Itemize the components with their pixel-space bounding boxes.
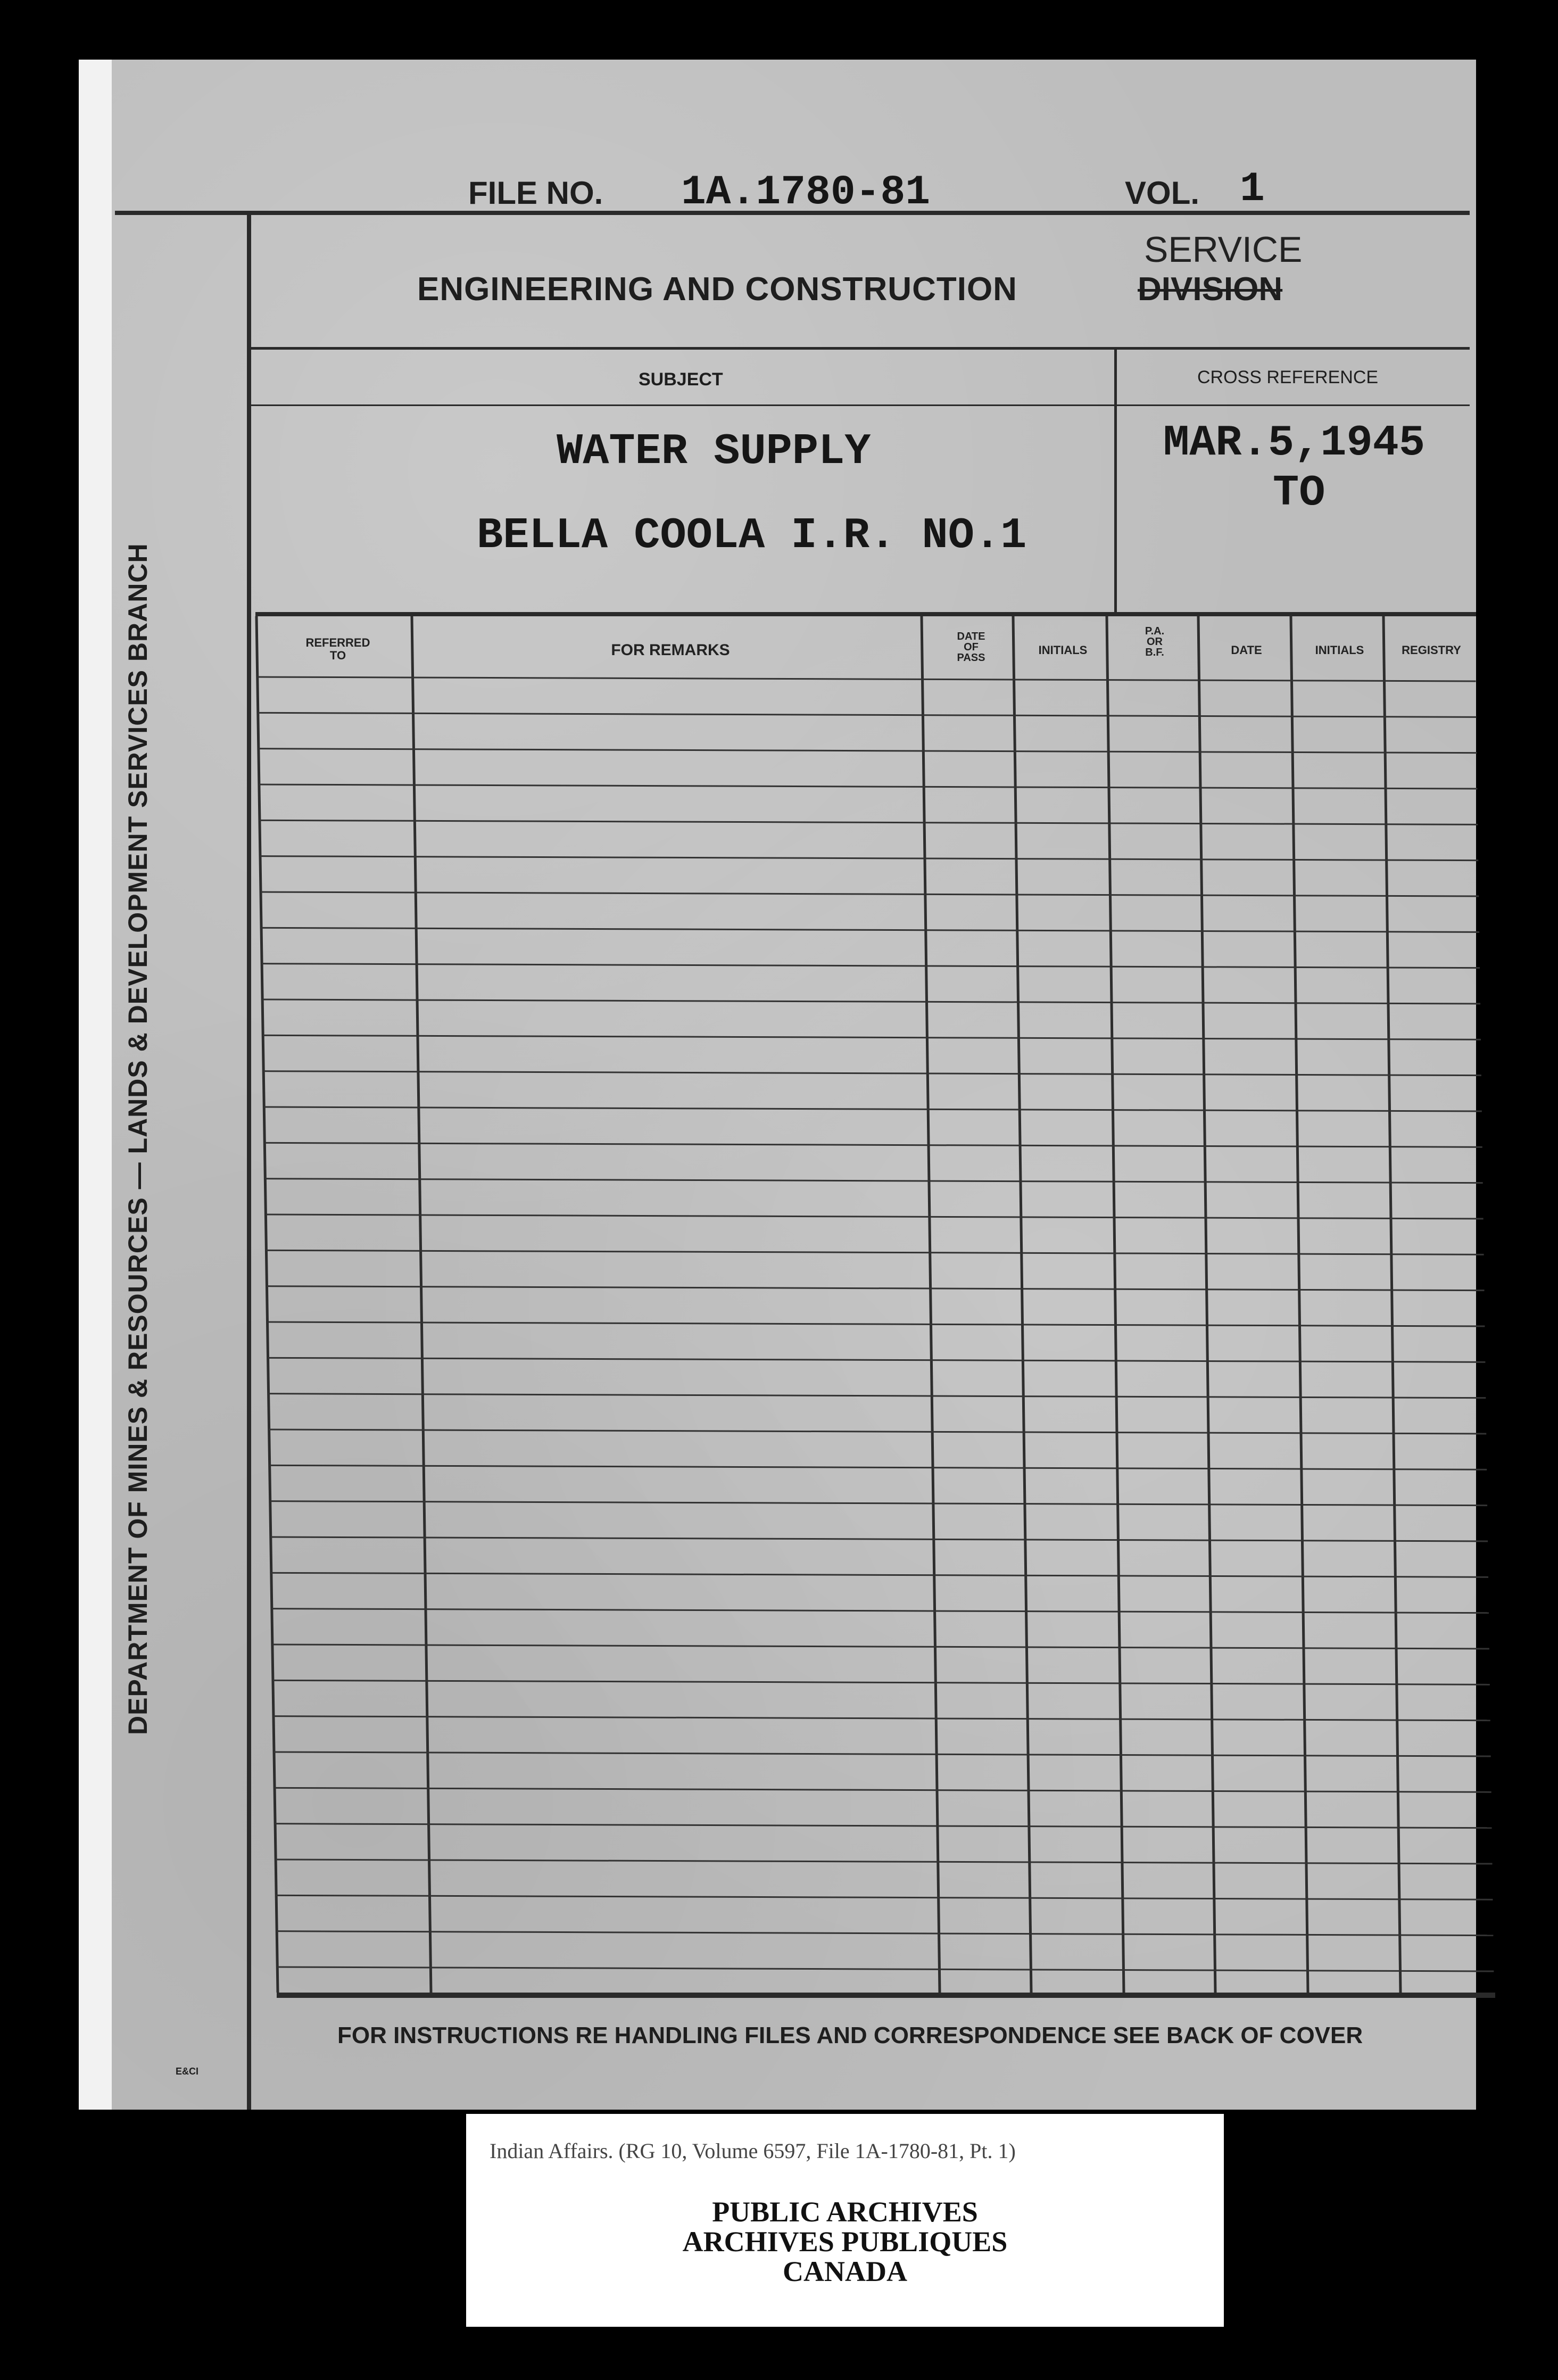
- row-rule: [270, 1465, 1487, 1469]
- row-rule: [264, 1143, 1482, 1147]
- row-rule: [261, 892, 1479, 896]
- col-date: DATE: [1231, 643, 1262, 657]
- cross-reference-label: CROSS REFERENCE: [1197, 367, 1379, 387]
- date-range-to: TO: [1273, 468, 1325, 518]
- col-initials-1: INITIALS: [1038, 643, 1088, 657]
- row-rule: [272, 1644, 1489, 1649]
- subject-label: SUBJECT: [639, 369, 723, 390]
- row-rule: [268, 1322, 1485, 1326]
- row-rule: [270, 1501, 1487, 1506]
- subject-line-2: BELLA COOLA I.R. NO.1: [477, 511, 1027, 560]
- archive-label: [466, 2114, 1224, 2327]
- col-date-of-pass-line2: OF: [964, 641, 979, 653]
- row-rule: [258, 677, 1476, 681]
- column-divider: [1291, 616, 1308, 1993]
- row-rule: [274, 1752, 1491, 1756]
- row-rule: [275, 1788, 1491, 1792]
- column-divider: [1198, 616, 1215, 1993]
- row-rule: [259, 749, 1477, 753]
- row-rule: [277, 1967, 1494, 1971]
- row-rule: [260, 856, 1478, 861]
- archive-reference: Indian Affairs. (RG 10, Volume 6597, File 1A-1780-81, Pt. 1): [490, 2139, 1016, 2163]
- row-rule: [277, 1931, 1493, 1936]
- row-rule: [266, 1214, 1483, 1219]
- row-rule: [271, 1573, 1488, 1577]
- footer-instructions: FOR INSTRUCTIONS RE HANDLING FILES AND CORRESPONDENCE SEE BACK OF COVER: [337, 2022, 1363, 2048]
- row-rule: [268, 1358, 1486, 1362]
- col-referred-to-line1: REFERRED: [305, 636, 370, 649]
- column-divider: [256, 616, 278, 1993]
- heading: ENGINEERING AND CONSTRUCTION: [417, 271, 1017, 308]
- spine-department-text: DEPARTMENT OF MINES & RESOURCES — LANDS & DEVELOPMENT SERVICES BRANCH: [123, 543, 153, 1735]
- row-rule: [259, 784, 1478, 789]
- row-rule: [276, 1860, 1492, 1864]
- row-rule: [265, 1179, 1482, 1183]
- col-referred-to-line2: TO: [329, 649, 346, 662]
- row-rule: [273, 1680, 1490, 1684]
- printer-mark: E&CI: [176, 2066, 199, 2077]
- column-divider: [412, 616, 431, 1993]
- archive-line-2: ARCHIVES PUBLIQUES: [682, 2226, 1008, 2258]
- row-rule: [262, 964, 1480, 968]
- row-rule: [261, 928, 1479, 932]
- row-rule: [260, 820, 1478, 824]
- vol-number: 1: [1240, 166, 1265, 213]
- col-for-remarks: FOR REMARKS: [611, 641, 730, 659]
- file-number: 1A.1780-81: [681, 169, 931, 216]
- vol-label: VOL.: [1125, 175, 1200, 211]
- col-initials-2: INITIALS: [1315, 643, 1364, 657]
- row-rule: [263, 1035, 1481, 1039]
- col-registry: REGISTRY: [1402, 643, 1461, 657]
- col-date-of-pass-line3: PASS: [957, 652, 985, 664]
- row-rule: [264, 1107, 1482, 1111]
- row-rule: [275, 1824, 1491, 1828]
- archive-line-1: PUBLIC ARCHIVES: [712, 2196, 978, 2228]
- file-no-label: FILE NO.: [468, 175, 603, 211]
- col-pa-or-bf-line1: P.A.: [1145, 625, 1165, 637]
- row-rule: [271, 1537, 1488, 1541]
- heading-struck-word: DIVISION: [1138, 271, 1283, 308]
- row-rule: [258, 713, 1477, 717]
- subject-line-1: WATER SUPPLY: [557, 427, 871, 476]
- row-rule: [263, 1071, 1481, 1076]
- archive-line-3: CANADA: [783, 2255, 907, 2287]
- row-rule: [262, 999, 1480, 1004]
- row-rule: [269, 1429, 1487, 1434]
- row-rule: [272, 1609, 1489, 1613]
- row-rule: [276, 1895, 1493, 1899]
- row-rule: [266, 1250, 1484, 1254]
- row-rule: [269, 1394, 1486, 1398]
- col-pa-or-bf-line3: B.F.: [1145, 647, 1164, 658]
- column-divider: [1383, 616, 1400, 1993]
- row-rule: [274, 1716, 1490, 1721]
- col-date-of-pass-line1: DATE: [957, 631, 985, 642]
- row-rule: [267, 1286, 1484, 1291]
- heading-handwritten-correction: SERVICE: [1144, 229, 1303, 270]
- date-range-start: MAR.5,1945: [1163, 418, 1426, 468]
- col-pa-or-bf-line2: OR: [1147, 636, 1163, 648]
